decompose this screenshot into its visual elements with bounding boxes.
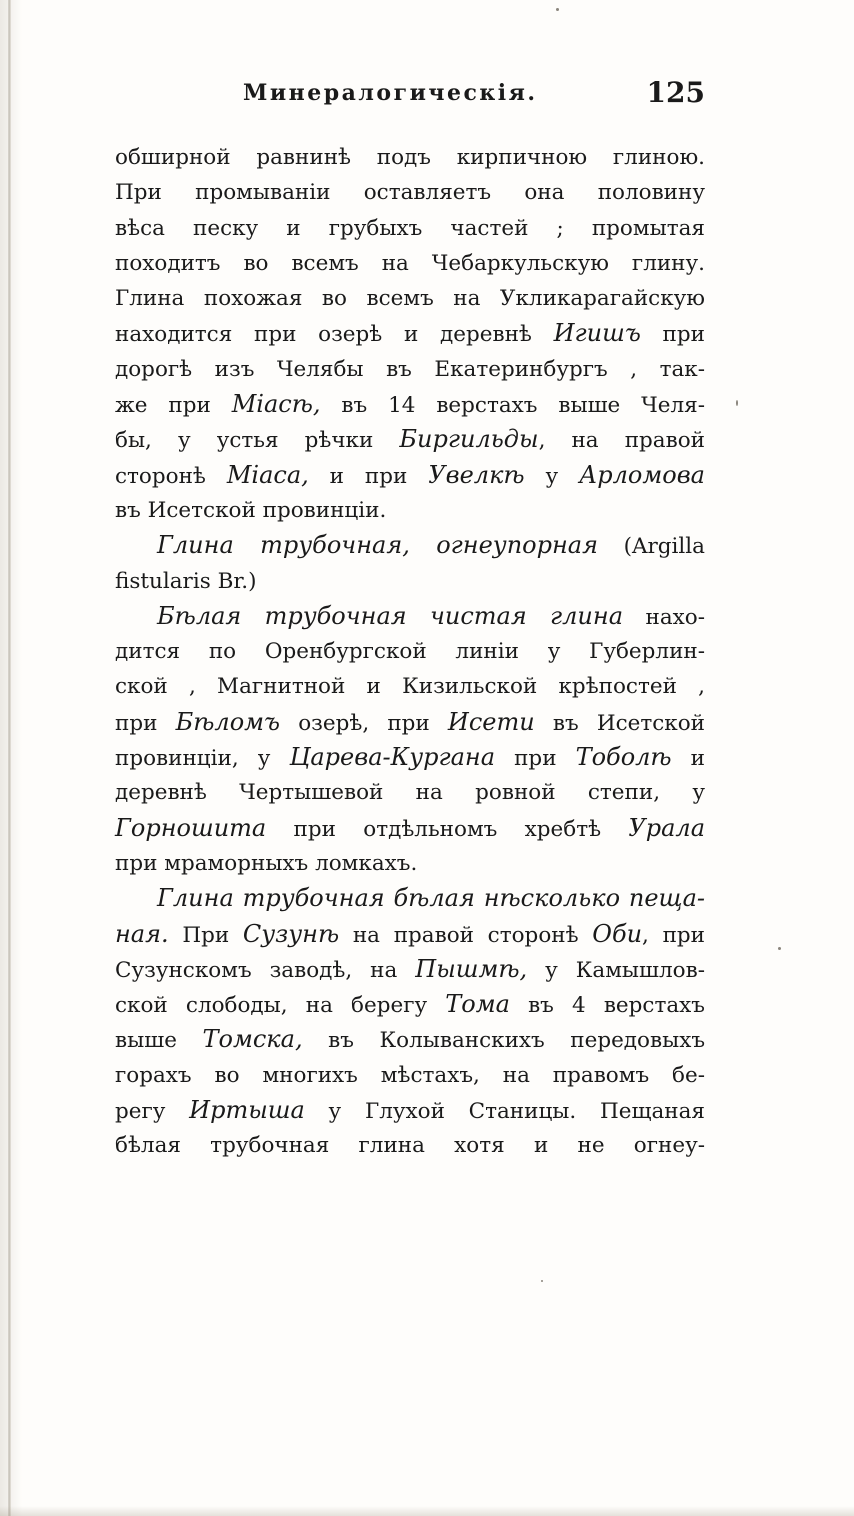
text-run: fistularis Br.): [115, 568, 257, 594]
text-line: [115, 352, 705, 387]
text-run: у Глухой Станицы. Пещаная: [304, 1099, 705, 1125]
text-run: провинціи, у: [115, 746, 290, 772]
text-line: [115, 740, 705, 775]
page-header: [115, 76, 705, 114]
text-run: у Камышлов-: [527, 957, 705, 983]
text-run: выше: [115, 1028, 203, 1054]
text-run: сторонѣ: [115, 463, 227, 489]
page-number: 125: [646, 76, 705, 109]
text-line: [115, 422, 705, 457]
body-text: [115, 140, 705, 1164]
text-run: горахъ во многихъ мѣстахъ, на правомъ бе-: [115, 1062, 705, 1088]
place-name: Оби: [592, 919, 643, 948]
section-heading: Глина трубочная бѣлая нѣсколько пеща-: [157, 884, 705, 913]
text-line: [115, 564, 705, 599]
text-run: бѣлая трубочная глина хотя и не огнеу-: [115, 1133, 705, 1159]
text-line: [115, 387, 705, 422]
text-line: [115, 599, 705, 634]
text-run: озерѣ, при: [280, 710, 448, 736]
text-run: походитъ во всемъ на Чебаркульскую глину.: [115, 250, 705, 276]
text-run: нахо-: [623, 604, 705, 630]
paper-speck: [541, 1280, 543, 1282]
text-run: и: [671, 746, 705, 772]
place-name: Царева-Кургана: [289, 743, 496, 772]
text-line: [115, 634, 705, 669]
section-heading: Глина трубочная, огнеупорная: [157, 531, 598, 560]
text-run: дится по Оренбургской линіи у Губерлин-: [115, 639, 705, 665]
place-name: Сузунѣ: [242, 919, 340, 948]
text-line: [115, 281, 705, 316]
text-run: у: [524, 463, 580, 489]
text-line: [115, 316, 705, 351]
place-name: Горношита: [115, 813, 267, 842]
text-run: въ Исетской: [534, 710, 705, 736]
place-name: Пышмѣ,: [415, 954, 528, 983]
place-name: Игишъ: [553, 319, 641, 348]
place-name: Исети: [447, 707, 535, 736]
place-name: Арломова: [579, 460, 705, 489]
text-run: бы, у устья рѣчки: [115, 428, 400, 454]
text-line: [115, 246, 705, 281]
text-line: [115, 140, 705, 175]
text-run: деревнѣ Чертышевой на ровной степи, у: [115, 780, 705, 806]
text-run: при: [495, 746, 576, 772]
text-run: на правой сторонѣ: [339, 922, 593, 948]
place-name: Урала: [628, 813, 705, 842]
paper-speck: [736, 400, 738, 406]
text-run: при мраморныхъ ломкахъ.: [115, 850, 418, 876]
page-spine: [8, 0, 11, 1516]
place-name: Бѣломъ: [175, 707, 281, 736]
text-run: при отдѣльномъ хребтѣ: [266, 816, 629, 842]
text-run: при: [115, 710, 176, 736]
paper-speck: [778, 947, 781, 950]
text-run: же при: [115, 393, 232, 419]
text-line: [115, 1058, 705, 1093]
place-name: Тома: [445, 990, 510, 1019]
text-line: [115, 917, 705, 952]
text-run: и при: [308, 463, 429, 489]
text-line: [115, 528, 705, 563]
text-run: находится при озерѣ и деревнѣ: [115, 322, 554, 348]
text-run: регу: [115, 1099, 190, 1125]
text-run: При: [168, 922, 243, 948]
text-line: [115, 846, 705, 881]
place-name: Тоболѣ: [575, 743, 672, 772]
text-line: [115, 811, 705, 846]
paper-speck: [556, 8, 559, 11]
text-run: Сузунскомъ заводѣ, на: [115, 957, 416, 983]
text-run: въ 4 верстахъ: [509, 993, 705, 1019]
text-run: , на правой: [538, 428, 705, 454]
text-line: [115, 1128, 705, 1163]
text-line: [115, 881, 705, 916]
place-name: Биргильды: [399, 425, 539, 454]
running-head: Минералогическія.: [243, 80, 538, 106]
text-line: [115, 669, 705, 704]
text-run: вѣса песку и грубыхъ частей ; промытая: [115, 215, 705, 241]
text-run: При промываніи оставляетъ она половину: [115, 180, 705, 206]
place-name: Иртыша: [189, 1096, 305, 1125]
text-run: , при: [642, 922, 705, 948]
text-line: [115, 987, 705, 1022]
text-line: [115, 1093, 705, 1128]
text-run: дорогѣ изъ Челябы въ Екатеринбургъ , так-: [115, 356, 705, 382]
text-run: въ 14 верстахъ выше Челя-: [320, 393, 706, 419]
text-run: Глина похожая во всемъ на Укликарагайскую: [115, 286, 705, 312]
section-heading: Бѣлая трубочная чистая глина: [157, 601, 624, 630]
place-name: Міасѣ,: [231, 390, 321, 419]
text-line: [115, 493, 705, 528]
text-run: обширной равнинѣ подъ кирпичною глиною.: [115, 145, 705, 170]
text-line: [115, 1022, 705, 1057]
spine-shadow: [0, 0, 22, 1516]
text-line: [115, 705, 705, 740]
place-name: Томска,: [202, 1025, 303, 1054]
place-name: Міаса,: [226, 460, 309, 489]
text-line: [115, 211, 705, 246]
page-bottom-edge: [0, 1506, 854, 1516]
text-line: [115, 952, 705, 987]
text-run: ской , Магнитной и Кизильской крѣпостей ,: [115, 674, 705, 700]
text-run: въ Колыванскихъ передовыхъ: [302, 1028, 706, 1054]
text-line: [115, 458, 705, 493]
section-heading: ная.: [115, 919, 169, 948]
text-run: въ Исетской провинціи.: [115, 497, 387, 523]
text-line: [115, 175, 705, 210]
text-line: [115, 775, 705, 810]
text-run: при: [640, 322, 705, 348]
place-name: Увелкѣ: [428, 460, 525, 489]
text-run: ской слободы, на берегу: [115, 993, 446, 1019]
text-run: (Argilla: [598, 534, 705, 560]
